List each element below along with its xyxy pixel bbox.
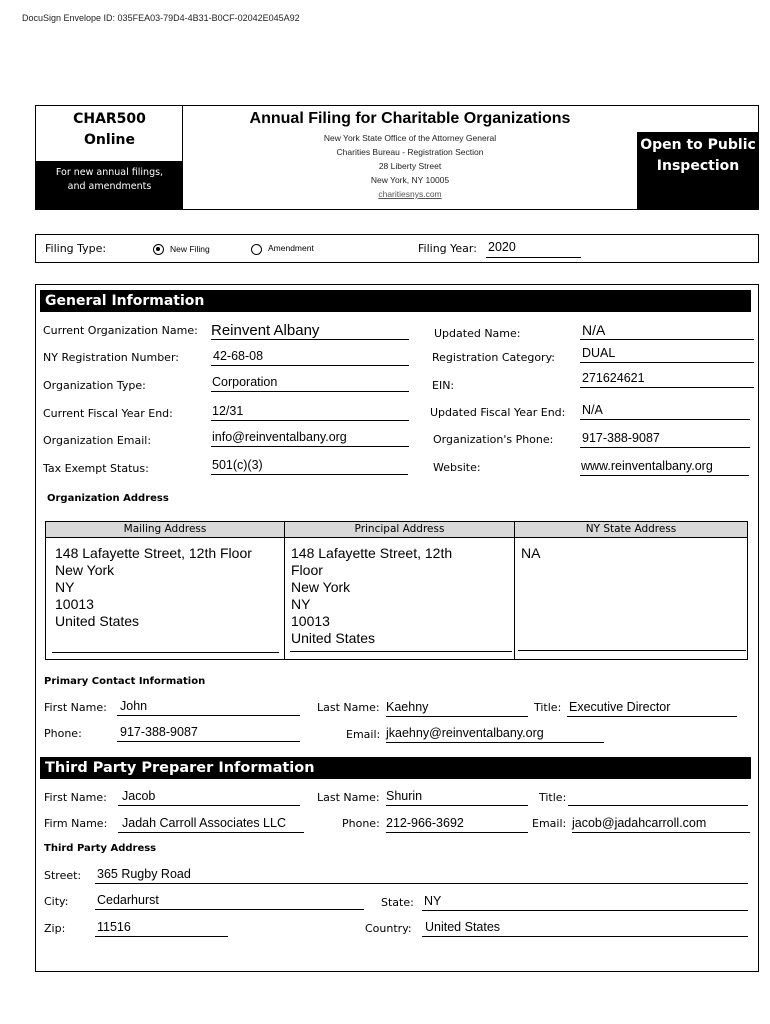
contact-title-label: Title: [534,701,562,714]
preparer-last-label: Last Name: [317,791,380,804]
principal-underline [290,651,512,652]
contact-last-field[interactable]: Kaehny [386,700,528,717]
contact-last-label: Last Name: [317,701,380,714]
org-type-label: Organization Type: [43,379,146,392]
preparer-email-label: Email: [532,817,567,830]
preparer-state-label: State: [381,896,414,909]
contact-title-field[interactable]: Executive Director [567,700,737,717]
preparer-country-field[interactable]: United States [422,920,748,937]
mailing-address-header: Mailing Address [46,522,285,538]
form-header [35,105,759,210]
website-label: Website: [433,461,481,474]
form-online-text: Online [84,132,135,148]
preparer-last-field[interactable]: Shurin [386,789,528,806]
preparer-title-label: Title: [539,791,567,804]
updated-fy-field[interactable]: N/A [580,403,750,420]
form-subtitle [36,161,183,209]
preparer-city-label: City: [44,895,69,908]
preparer-phone-label: Phone: [342,817,380,830]
form-code-text: CHAR500 [73,111,146,127]
contact-email-field[interactable]: jkaehny@reinventalbany.org [386,726,604,743]
preparer-first-field[interactable]: Jacob [118,789,300,806]
contact-phone-field[interactable]: 917-388-9087 [117,725,300,742]
tax-status-field[interactable]: 501(c)(3) [211,458,408,475]
current-name-label: Current Organization Name: [43,324,198,337]
preparer-city-field[interactable]: Cedarhurst [95,893,364,910]
public-inspection-box [637,132,759,209]
org-type-field[interactable]: Corporation [211,375,409,392]
office-city: New York, NY 10005 [370,175,450,185]
envelope-id: DocuSign Envelope ID: 035FEA03-79D4-4B31-B0CF-02042E045A92 [22,13,300,23]
mailing-underline [52,652,279,653]
form-sub-line-2: and amendments [67,181,152,192]
public-line-1: Open to Public [640,137,756,153]
ny-address-header: NY State Address [515,522,747,538]
general-info-heading: General Information [40,290,751,312]
org-address-heading: Organization Address [47,493,169,504]
form-title: Annual Filing for Charitable Organizations [249,110,571,127]
public-line-2: Inspection [656,158,740,174]
preparer-phone-field[interactable]: 212-966-3692 [386,816,528,833]
preparer-firm-label: Firm Name: [44,817,108,830]
address-table [45,521,748,660]
ein-label: EIN: [432,379,455,392]
contact-first-field[interactable]: John [117,699,300,716]
preparer-firm-field[interactable]: Jadah Carroll Associates LLC [118,816,304,833]
preparer-state-field[interactable]: NY [422,894,748,911]
preparer-street-label: Street: [44,869,82,882]
preparer-zip-label: Zip: [44,922,66,935]
bureau-name: Charities Bureau - Registration Section [336,147,484,157]
office-street: 28 Liberty Street [378,161,442,171]
reg-number-label: NY Registration Number: [43,351,179,364]
filing-year-label: Filing Year: [418,242,477,255]
ein-field[interactable]: 271624621 [580,371,754,388]
mailing-address-value[interactable]: 148 Lafayette Street, 12th Floor New York NY 10013 United States [55,545,252,629]
preparer-address-heading: Third Party Address [44,843,157,854]
reg-number-field[interactable]: 42-68-08 [211,349,409,366]
preparer-title-field[interactable] [568,789,748,806]
filing-type-row [35,234,759,263]
form-code-box [36,106,183,209]
current-name-field[interactable]: Reinvent Albany [211,322,409,340]
filing-type-label: Filing Type: [45,242,107,255]
title-box [183,106,637,209]
reg-category-label: Registration Category: [432,351,555,364]
new-filing-radio[interactable] [153,244,164,255]
form-sub-line-1: For new annual filings, [55,167,164,178]
website-link[interactable]: charitiesnys.com [378,189,442,199]
principal-address-header: Principal Address [285,522,515,538]
preparer-country-label: Country: [365,922,412,935]
ny-underline [518,650,746,651]
reg-category-field[interactable]: DUAL [580,346,754,363]
preparer-street-field[interactable]: 365 Rugby Road [95,867,748,884]
contact-email-label: Email: [346,728,381,741]
preparer-first-label: First Name: [44,791,107,804]
tax-status-label: Tax Exempt Status: [43,462,149,475]
org-email-label: Organization Email: [43,434,152,447]
principal-address-value[interactable]: 148 Lafayette Street, 12th Floor New York NY 10013 United States [291,545,453,646]
amendment-radio[interactable] [251,244,262,255]
preparer-email-field[interactable]: jacob@jadahcarroll.com [572,816,750,833]
new-filing-label: New Filing [170,244,210,254]
form-code [36,109,183,151]
updated-fy-label: Updated Fiscal Year End: [430,406,566,419]
org-email-field[interactable]: info@reinventalbany.org [211,430,409,447]
org-phone-field[interactable]: 917-388-9087 [580,431,750,448]
ny-address-value[interactable]: NA [521,545,541,561]
updated-name-label: Updated Name: [434,327,521,340]
amendment-label: Amendment [268,243,314,253]
primary-contact-heading: Primary Contact Information [44,676,206,687]
preparer-heading: Third Party Preparer Information [40,757,751,779]
preparer-zip-field[interactable]: 11516 [95,920,228,937]
contact-first-label: First Name: [44,701,107,714]
office-name: New York State Office of the Attorney General [323,133,497,143]
contact-phone-label: Phone: [44,727,82,740]
fy-end-field[interactable]: 12/31 [211,404,409,421]
updated-name-field[interactable]: N/A [580,322,754,340]
org-phone-label: Organization's Phone: [433,433,554,446]
filing-year-field[interactable]: 2020 [486,240,581,258]
fy-end-label: Current Fiscal Year End: [43,407,173,420]
website-field[interactable]: www.reinventalbany.org [580,459,749,476]
